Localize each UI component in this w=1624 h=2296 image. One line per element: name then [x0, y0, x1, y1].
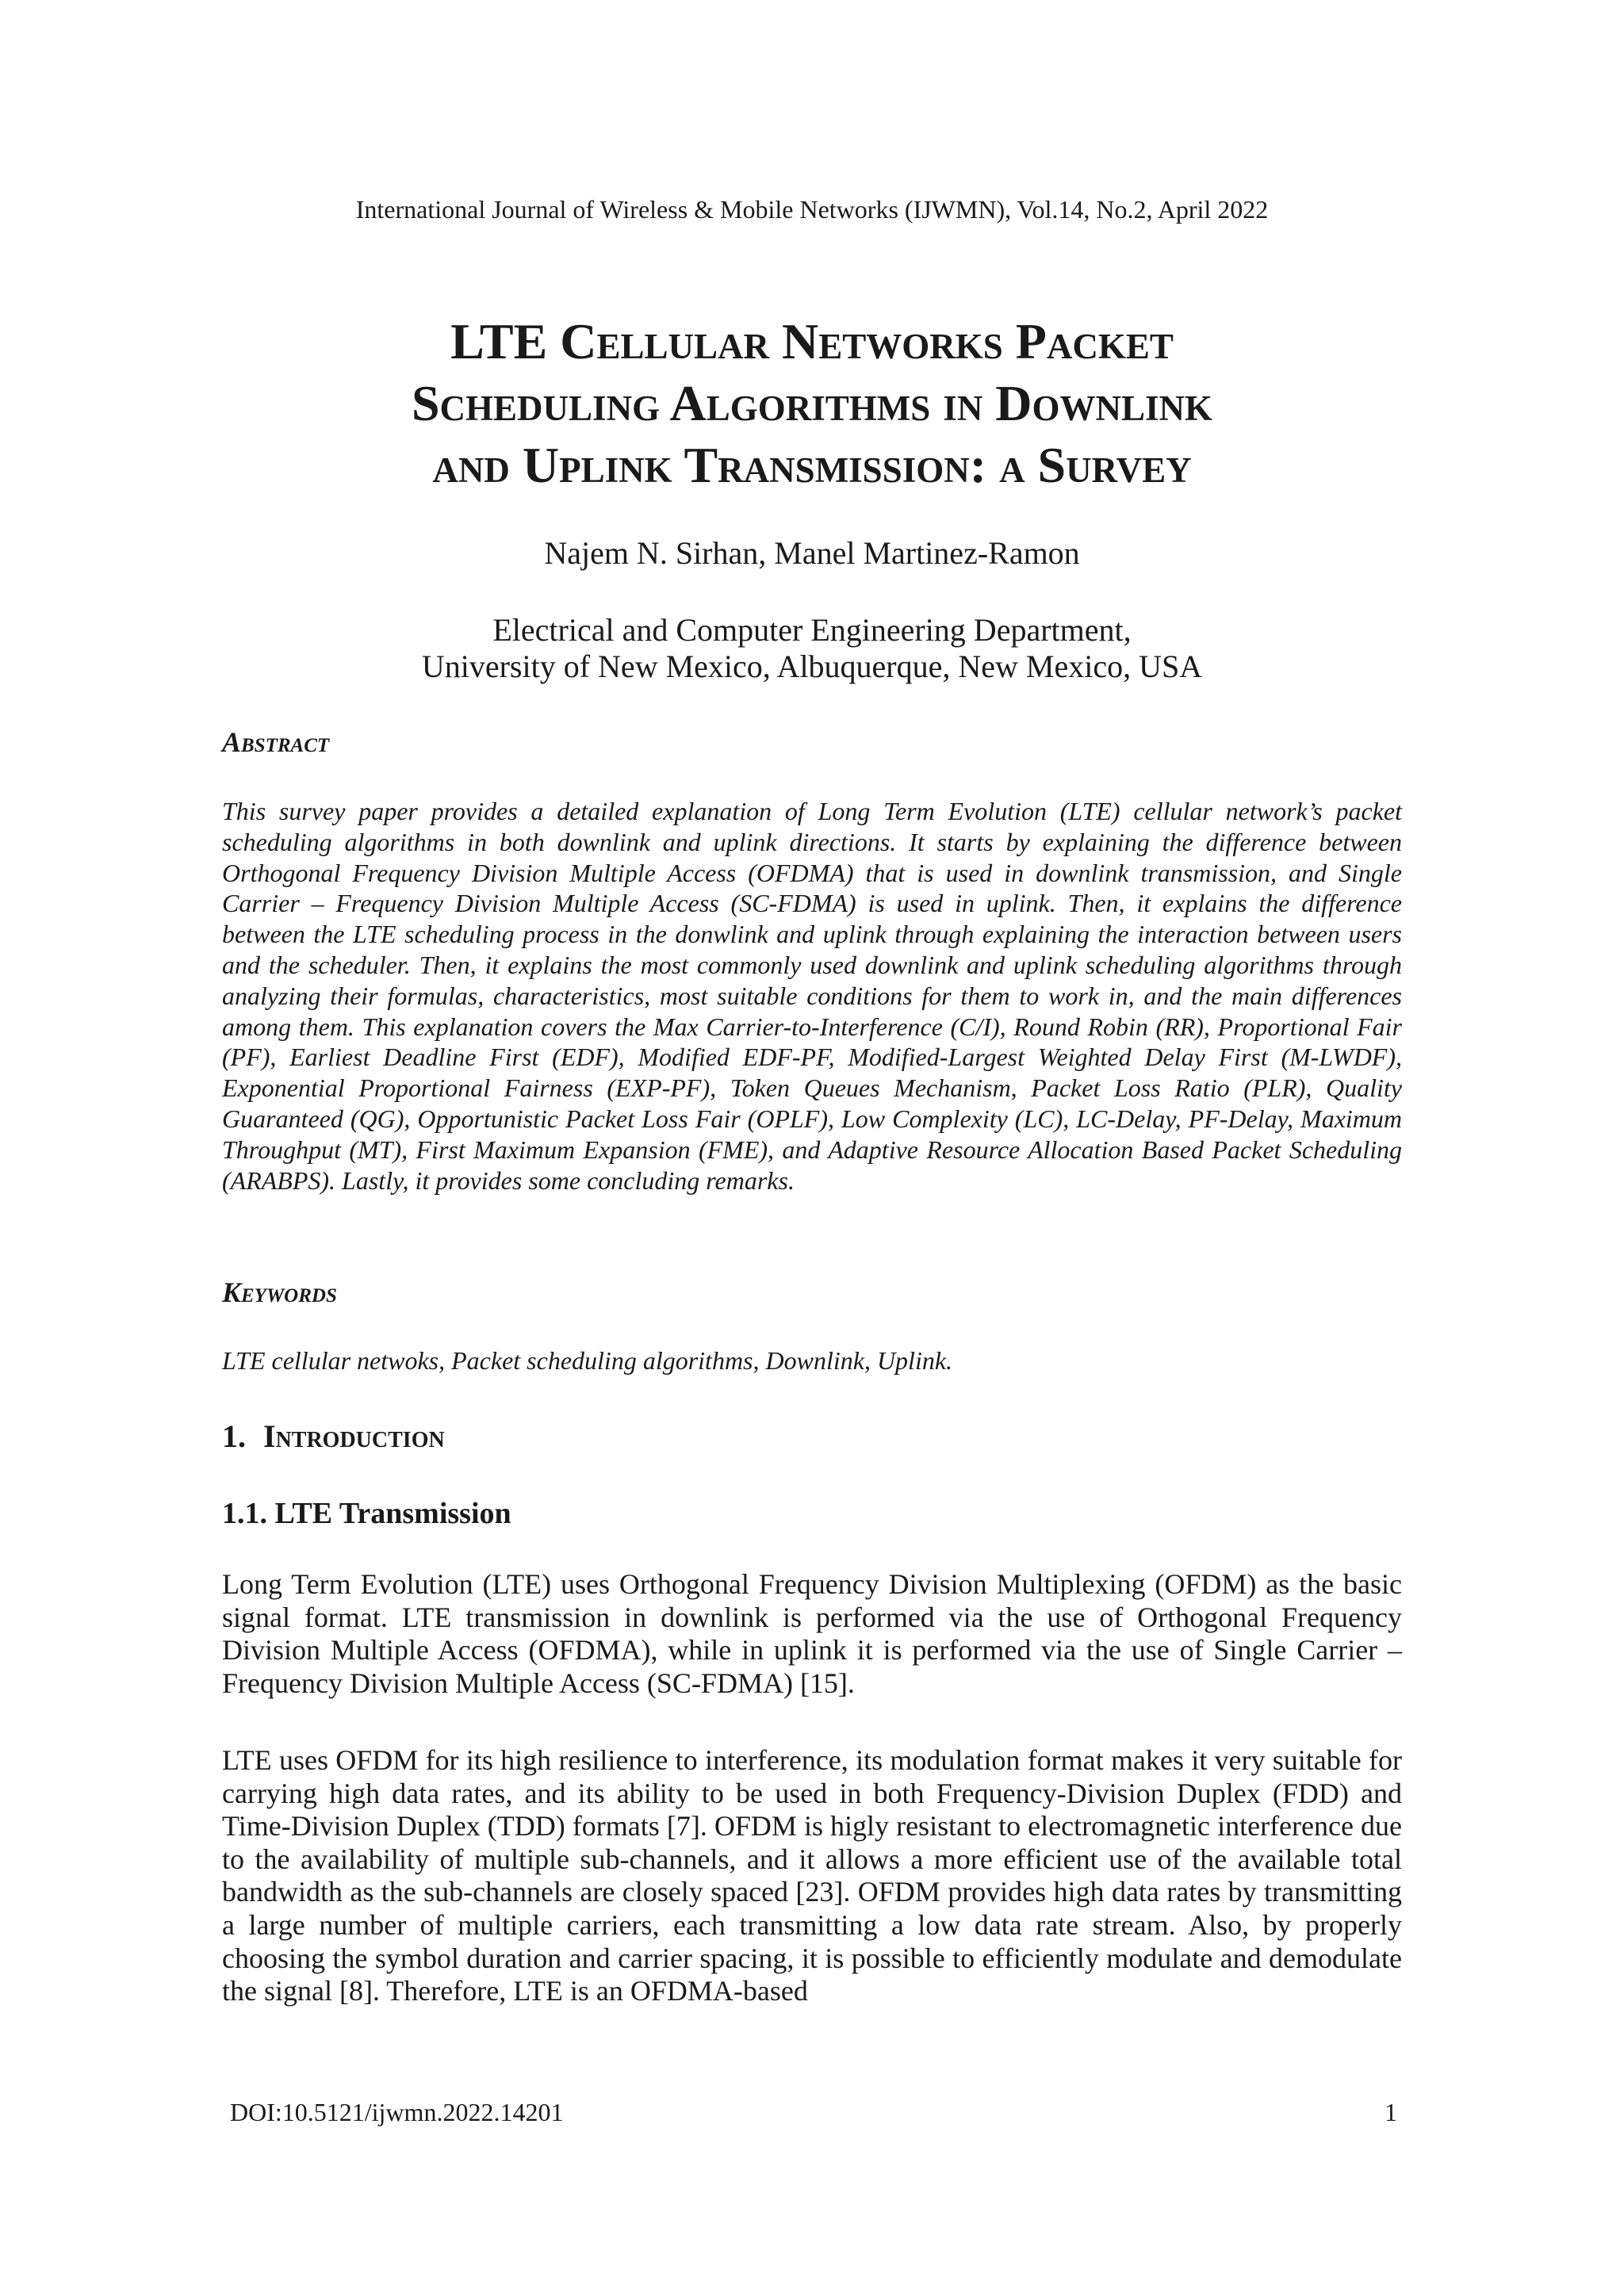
title-line: Scheduling Algorithms in Downlink	[411, 375, 1213, 431]
abstract-heading: Abstract	[222, 726, 330, 758]
body-paragraph: Long Term Evolution (LTE) uses Orthogonal Frequency Division Multiplexing (OFDM) as the basic signal format. LTE transmission in downlink is performed via the use of Orthogonal Frequency Division Multiple Access (OFDMA), while in uplink it is performed via the use of Single Carrier – Frequency Division Multiple Access (SC-FDMA) [15].	[222, 1568, 1402, 1699]
affiliation-line: Electrical and Computer Engineering Department,	[492, 612, 1132, 648]
keywords-text: LTE cellular netwoks, Packet scheduling algorithms, Downlink, Uplink.	[222, 1346, 953, 1375]
running-header: International Journal of Wireless & Mobile Networks (IJWMN), Vol.14, No.2, April 2022	[355, 195, 1269, 224]
affiliation-line: University of New Mexico, Albuquerque, New Mexico, USA	[421, 649, 1203, 684]
page-number: 1	[1385, 2098, 1397, 2126]
section-title: Introduction	[263, 1418, 445, 1454]
section-number: 1.	[222, 1418, 246, 1454]
section-heading-introduction	[222, 1418, 445, 1456]
subsection-heading: 1.1. LTE Transmission	[222, 1497, 511, 1530]
abstract-text: This survey paper provides a detailed explanation of Long Term Evolution (LTE) cellular network’s packet scheduling algorithms in both downlink and uplink directions. It starts by explaining the difference between Orthogonal Frequency Division Multiple Access (OFDMA) that is used in downlink transmission, and Single Carrier – Frequency Division Multiple Access (SC-FDMA) is used in uplink. Then, it explains the difference between the LTE scheduling process in the donwlink and uplink through explaining the interaction between users and the scheduler. Then, it explains the most commonly used downlink and uplink scheduling algorithms through analyzing their formulas, characteristics, most suitable conditions for them to work in, and the main differences among them. This explanation covers the Max Carrier-to-Interference (C/I), Round Robin (RR), Proportional Fair (PF), Earliest Deadline First (EDF), Modified EDF-PF, Modified-Largest Weighted Delay First (M-LWDF), Exponential Proportional Fairness (EXP-PF), Token Queues Mechanism, Packet Loss Ratio (PLR), Quality Guaranteed (QG), Opportunistic Packet Loss Fair (OPLF), Low Complexity (LC), LC-Delay, PF-Delay, Maximum Throughput (MT), First Maximum Expansion (FME), and Adaptive Resource Allocation Based Packet Scheduling (ARABPS). Lastly, it provides some concluding remarks.	[222, 797, 1402, 1195]
author-list: Najem N. Sirhan, Manel Martinez-Ramon	[544, 535, 1080, 571]
paper-title	[0, 311, 1624, 496]
footer-doi: DOI:10.5121/ijwmn.2022.14201	[230, 2098, 564, 2126]
body-paragraph: LTE uses OFDM for its high resilience to interference, its modulation format makes it very suitable for carrying high data rates, and its ability to be used in both Frequency-Division Duplex (FDD) and Time-Division Duplex (TDD) formats [7]. OFDM is higly resistant to electromagnetic interference due to the availability of multiple sub-channels, and it allows a more efficient use of the available total bandwidth as the sub-channels are closely spaced [23]. OFDM provides high data rates by transmitting a large number of multiple carriers, each transmitting a low data rate stream. Also, by properly choosing the symbol duration and carrier spacing, it is possible to efficiently modulate and demodulate the signal [8]. Therefore, LTE is an OFDMA-based	[222, 1744, 1402, 2007]
affiliation	[0, 612, 1624, 685]
title-line: LTE Cellular Networks Packet	[450, 313, 1174, 369]
title-line: and Uplink Transmission: a Survey	[432, 437, 1192, 493]
keywords-heading: Keywords	[222, 1276, 337, 1308]
